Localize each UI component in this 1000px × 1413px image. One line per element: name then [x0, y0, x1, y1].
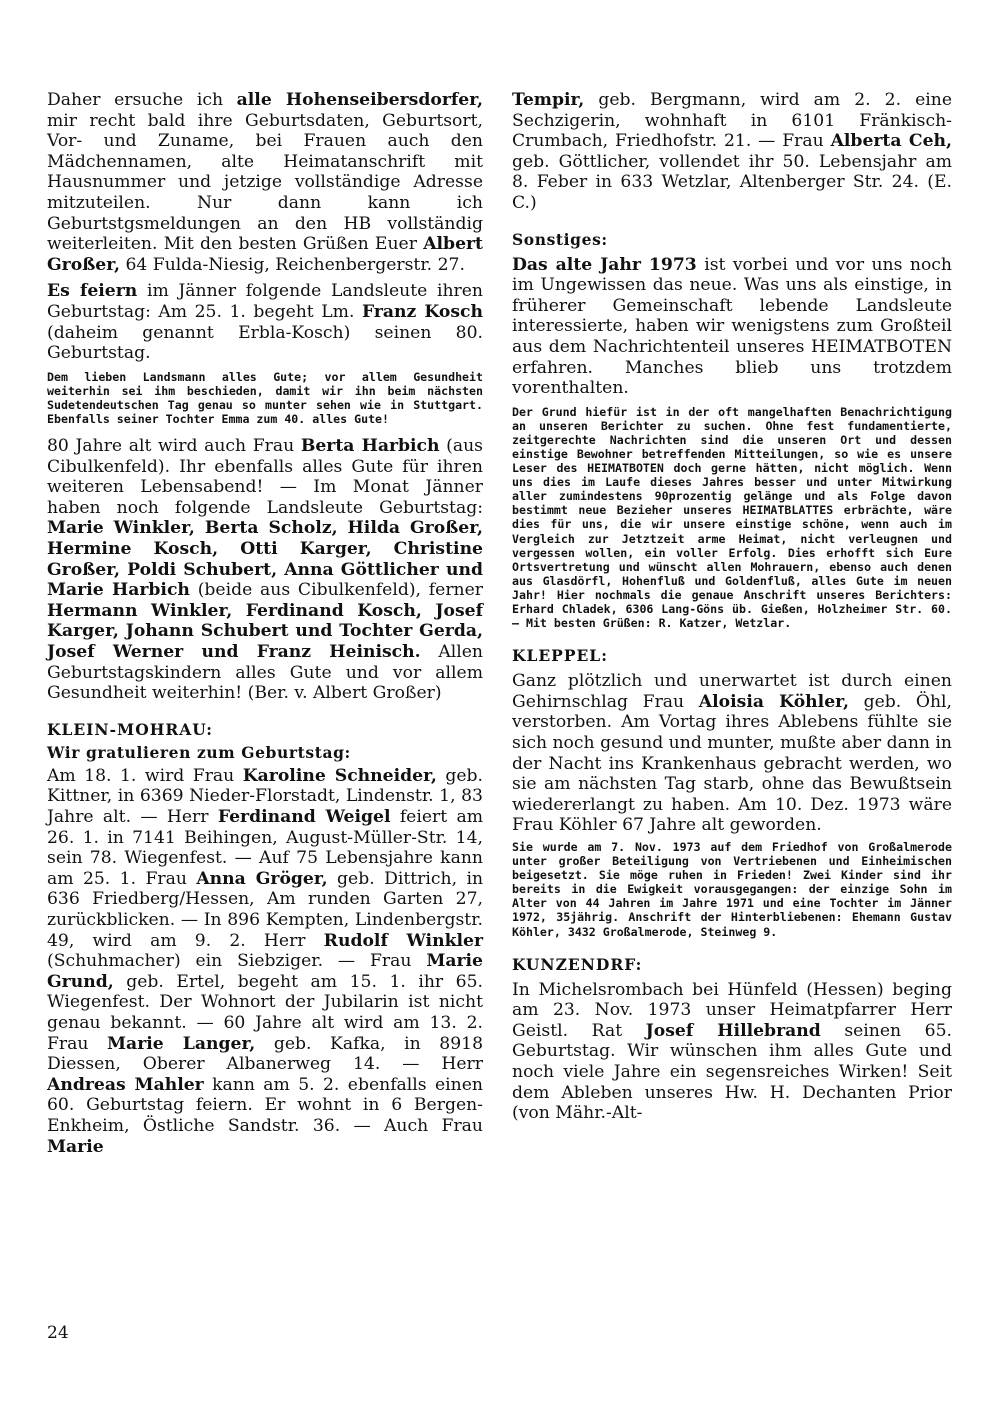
paragraph-request-birthdays: Daher ersuche ich alle Hohenseibersdorfer, mir recht bald ihre Geburtsdaten, Geburtsort, Vor- und Zuname, bei Frauen auch den Mädchennamen, alte Heimatanschrift mit Hausnummer und jetzige vollständige Adresse mitzuteilen. Nur dann kann ich Geburtstgsmeldungen an den HB vollständig weiterleiten. Mit den besten Grüßen Euer Albert Großer, 64 Fulda-Niesig, Reichenbergerstr. 27.: [47, 90, 483, 275]
page-number: 24: [47, 1323, 69, 1343]
paragraph-tempir-ceh: Tempir, geb. Bergmann, wird am 2. 2. eine Sechzigerin, wohnhaft in 6101 Fränkisch-Crumbach, Friedhofstr. 21. — Frau Alberta Ceh, geb. Göttlicher, vollendet ihr 50. Lebensjahr am 8. Feber in 633 Wetzlar, Altenberger Str. 24. (E. C.): [512, 90, 952, 213]
section-heading-klein-mohrau: KLEIN-MOHRAU:: [47, 719, 213, 739]
small-note-reporter: Der Grund hiefür ist in der oft mangelhaften Benachrichtigung an unseren Berichter zu suchen. Ohne fest fundamentierte, zeitgerechte Nachrichten sind die unseren Ort und dessen einstige Bewohner betreffenden Mitteilungen, so wie es unsere Leser des HEIMATBOTEN doch gerne hätten, nicht möglich. Wenn uns dies im Laufe dieses Jahres besser und unter Mitwirkung aller zumindestens 90prozentig gelänge und als Folge davon bestimmt neue Bezieher unseres HEIMATBLATTES erbrächte, wäre dies für uns, die wir unsere einstige schöne, wenn auch im Vergleich zur Jetztzeit arme Heimat, nicht verleugnen und vergessen wollen, ein voller Erfolg. Dies erhofft sich Eure Ortsvertretung und wünscht allen Mohrauern, ebenso auch denen aus Glasdörfl, Hohenfluß und Goldenfluß, alles Gute im neuen Jahr! Hier nochmals die genaue Anschrift unseres Berichters: Erhard Chladek, 6306 Lang-Göns üb. Gießen, Holzheimer Str. 60. – Mit besten Grüßen: R. Katzer, Wetzlar.: [512, 404, 952, 631]
left-column: [47, 90, 483, 1157]
section-heading-sonstiges: Sonstiges:: [512, 229, 608, 249]
right-column: [512, 90, 952, 1124]
subheading-birthday-greetings: Wir gratulieren zum Geburtstag:: [47, 742, 351, 762]
small-note-funeral: Sie wurde am 7. Nov. 1973 auf dem Friedhof von Großalmerode unter großer Beteiligung von Vertriebenen und Einheimischen beigesetzt. Sie möge ruhen in Frieden! Zwei Kinder sind ihr bereits in die Ewigkeit vorausgegangen: der einzige Sohn im Alter von 44 Jahren im Jahre 1971 und eine Tochter im Jänner 1972, 35jährig. Anschrift der Hinterbliebenen: Ehemann Gustav Köhler, 3432 Großalmerode, Steinweg 9.: [512, 839, 952, 939]
paragraph-old-year: Das alte Jahr 1973 ist vorbei und vor uns noch im Ungewissen das neue. Was uns als einstige, in früherer Gemeinschaft lebende Landsleute interessierte, haben wir wenigstens zum Großteil aus dem Nachrichtenteil unseres HEIMATBOTEN erfahren. Manches blieb uns trotzdem vorenthalten.: [512, 254, 952, 399]
paragraph-klein-mohrau-birthdays: Am 18. 1. wird Frau Karoline Schneider, geb. Kittner, in 6369 Nieder-Florstadt, Lindenstr. 1, 83 Jahre alt. — Herr Ferdinand Weigel feiert am 26. 1. in 7141 Beihingen, August-Müller-Str. 14, sein 78. Wiegenfest. — Auf 75 Lebensjahre kann am 25. 1. Frau Anna Gröger, geb. Dittrich, in 636 Friedberg/Hessen, Am runden Garten 27, zurückblicken. — In 896 Kempten, Lindenbergstr. 49, wird am 9. 2. Herr Rudolf Winkler (Schuhmacher) ein Siebziger. — Frau Marie Grund, geb. Ertel, begeht am 15. 1. ihr 65. Wiegenfest. Der Wohnort der Jubilarin ist nicht genau bekannt. — 60 Jahre alt wird am 13. 2. Frau Marie Langer, geb. Kafka, in 8918 Diessen, Oberer Albanerweg 14. — Herr Andreas Mahler kann am 5. 2. ebenfalls einen 60. Geburtstag feiern. Er wohnt in 6 Bergen-Enkheim, Östliche Sandstr. 36. — Auch Frau Marie: [47, 765, 484, 1157]
paragraph-eighty-years: 80 Jahre alt wird auch Frau Berta Harbich (aus Cibulkenfeld). Ihr ebenfalls alles Gute für ihren weiteren Lebensabend! — Im Monat Jänner haben noch folgende Landsleute Geburtstag: Marie Winkler, Berta Scholz, Hilda Großer, Hermine Kosch, Otti Karger, Christine Großer, Poldi Schubert, Anna Göttlicher und Marie Harbich (beide aus Cibulkenfeld), ferner Hermann Winkler, Ferdinand Kosch, Josef Karger, Johann Schubert und Tochter Gerda, Josef Werner und Franz Heinisch. Allen Geburtstagskindern alles Gute und vor allem Gesundheit weiterhin! (Ber. v. Albert Großer): [47, 436, 483, 704]
paragraph-hillebrand: In Michelsrombach bei Hünfeld (Hessen) beging am 23. Nov. 1973 unser Heimatpfarrer Herr Geistl. Rat Josef Hillebrand seinen 65. Geburtstag. Wir wünschen ihm alles Gute und noch viele Jahre ein segensreiches Wirken! Seit dem Ableben unseres Hw. H. Dechanten Prior (von Mähr.-Alt-: [512, 979, 952, 1124]
section-heading-kunzendrf: KUNZENDRF:: [512, 954, 643, 974]
small-note-congrats: Dem lieben Landsmann alles Gute; vor allem Gesundheit weiterhin sei ihm beschieden, damit wir ihn beim nächsten Sudetendeutschen Tag genau so munter sehen wie in Stuttgart. Ebenfalls seiner Tochter Emma zum 40. alles Gute!: [47, 369, 483, 426]
paragraph-january-birthdays: Es feiern im Jänner folgende Landsleute ihren Geburtstag: Am 25. 1. begeht Lm. Franz Kosch (daheim genannt Erbla-Kosch) seinen 80. Geburtstag.: [47, 281, 484, 364]
paragraph-obituary-koehler: Ganz plötzlich und unerwartet ist durch einen Gehirnschlag Frau Aloisia Köhler, geb. Öhl, verstorben. Am Vortag ihres Ablebens fühlte sie sich noch gesund und munter, mußte aber dann in der Nacht ins Krankenhaus gebracht werden, wo sie am nächsten Tag starb, ohne das Bewußtsein wiedererlangt zu haben. Am 10. Dez. 1973 wäre Frau Köhler 67 Jahre alt geworden.: [512, 671, 952, 836]
section-heading-kleppel: KLEPPEL:: [512, 646, 608, 666]
